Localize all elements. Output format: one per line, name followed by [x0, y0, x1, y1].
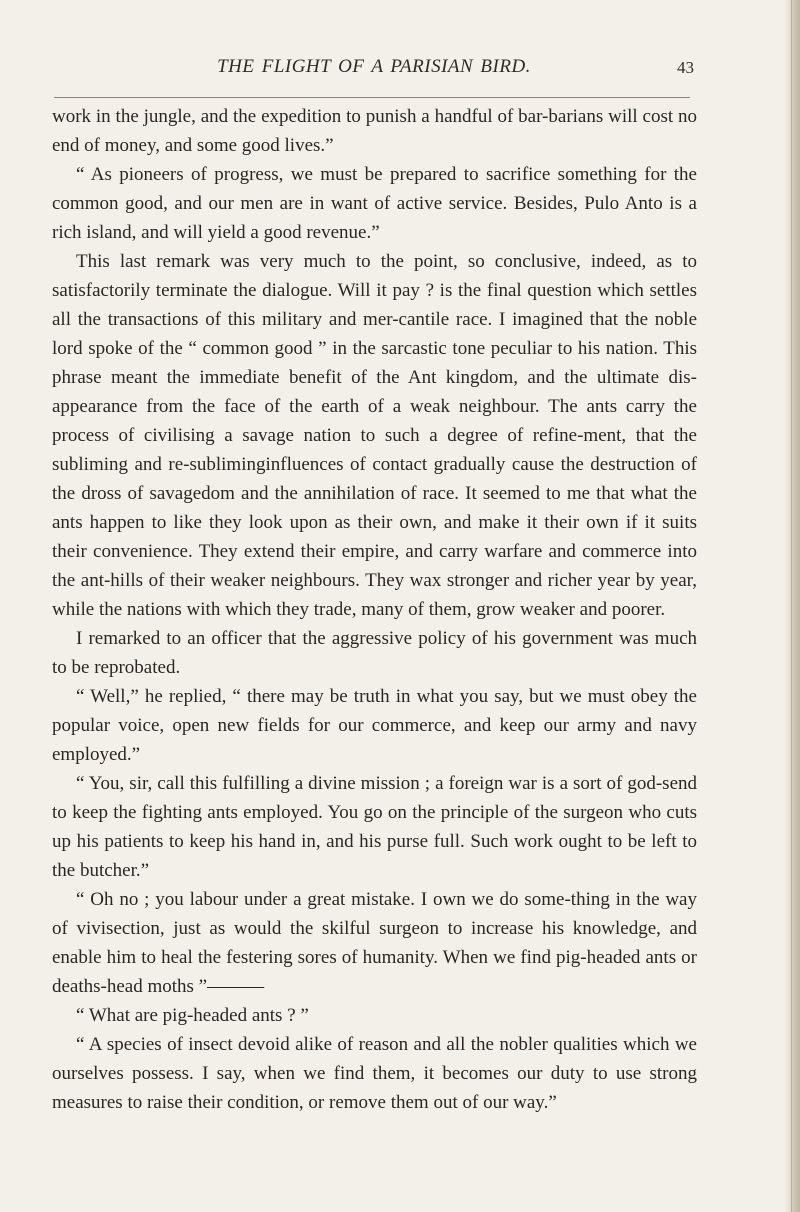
- paragraph-5: “ Well,” he replied, “ there may be truth in what you say, but we must obey the popular voice, open new fields for our commerce, and keep our army and navy employed.”: [52, 686, 697, 765]
- page-number: 43: [677, 58, 694, 77]
- paragraph-3: This last remark was very much to the point, so conclusive, indeed, as to satisfactorily terminate the dialogue. Will it pay ? is the final question which settles all the transactions of this military and mer-cantile race. I imagined that the noble lord spoke of the “ common good ” in the sarcastic tone peculiar to his nation. This phrase meant the immediate benefit of the Ant kingdom, and the ultimate dis-appearance from the face of the earth of a weak neighbour. The ants carry the process of civilising a savage nation to such a degree of refine-ment, that the subliming and re-subliminginfluences of contact gradually cause the destruction of the dross of savagedom and the annihilation of race. It seemed to me that what the ants happen to like they look upon as their own, and make it their own if it suits their convenience. They extend their empire, and carry warfare and commerce into the ant-hills of their weaker neighbours. They wax stronger and richer year by year, while the nations with which they trade, many of them, grow weaker and poorer.: [52, 251, 697, 620]
- paragraph-4: I remarked to an officer that the aggressive policy of his government was much to be reprobated.: [52, 628, 697, 678]
- running-title: THE FLIGHT OF A PARISIAN BIRD.: [217, 56, 531, 77]
- paragraph-1: work in the jungle, and the expedition to punish a handful of bar-barians will cost no end of money, and some good lives.”: [52, 106, 697, 156]
- paragraph-6: “ You, sir, call this fulfilling a divine mission ; a foreign war is a sort of god-send to keep the fighting ants employed. You go on the principle of the surgeon who cuts up his patients to keep his hand in, and his purse full. Such work ought to be left to the butcher.”: [52, 773, 697, 881]
- header-rule: [54, 97, 690, 98]
- paragraph-8: “ What are pig-headed ants ? ”: [76, 1005, 309, 1026]
- page-header: [54, 56, 694, 96]
- paragraph-7: “ Oh no ; you labour under a great mistake. I own we do some-thing in the way of vivisection, just as would the skilful surgeon to increase his knowledge, and enable him to heal the festering sores of humanity. When we find pig-headed ants or deaths-head moths ”———: [52, 889, 697, 997]
- page-edge: [784, 0, 800, 1212]
- paragraph-9: “ A species of insect devoid alike of reason and all the nobler qualities which we ourselves possess. I say, when we find them, it becomes our duty to use strong measures to raise their condition, or remove them out of our way.”: [52, 1034, 697, 1113]
- body-text: [52, 102, 697, 1117]
- paragraph-2: “ As pioneers of progress, we must be prepared to sacrifice something for the common good, and our men are in want of active service. Besides, Pulo Anto is a rich island, and will yield a good revenue.”: [52, 164, 697, 243]
